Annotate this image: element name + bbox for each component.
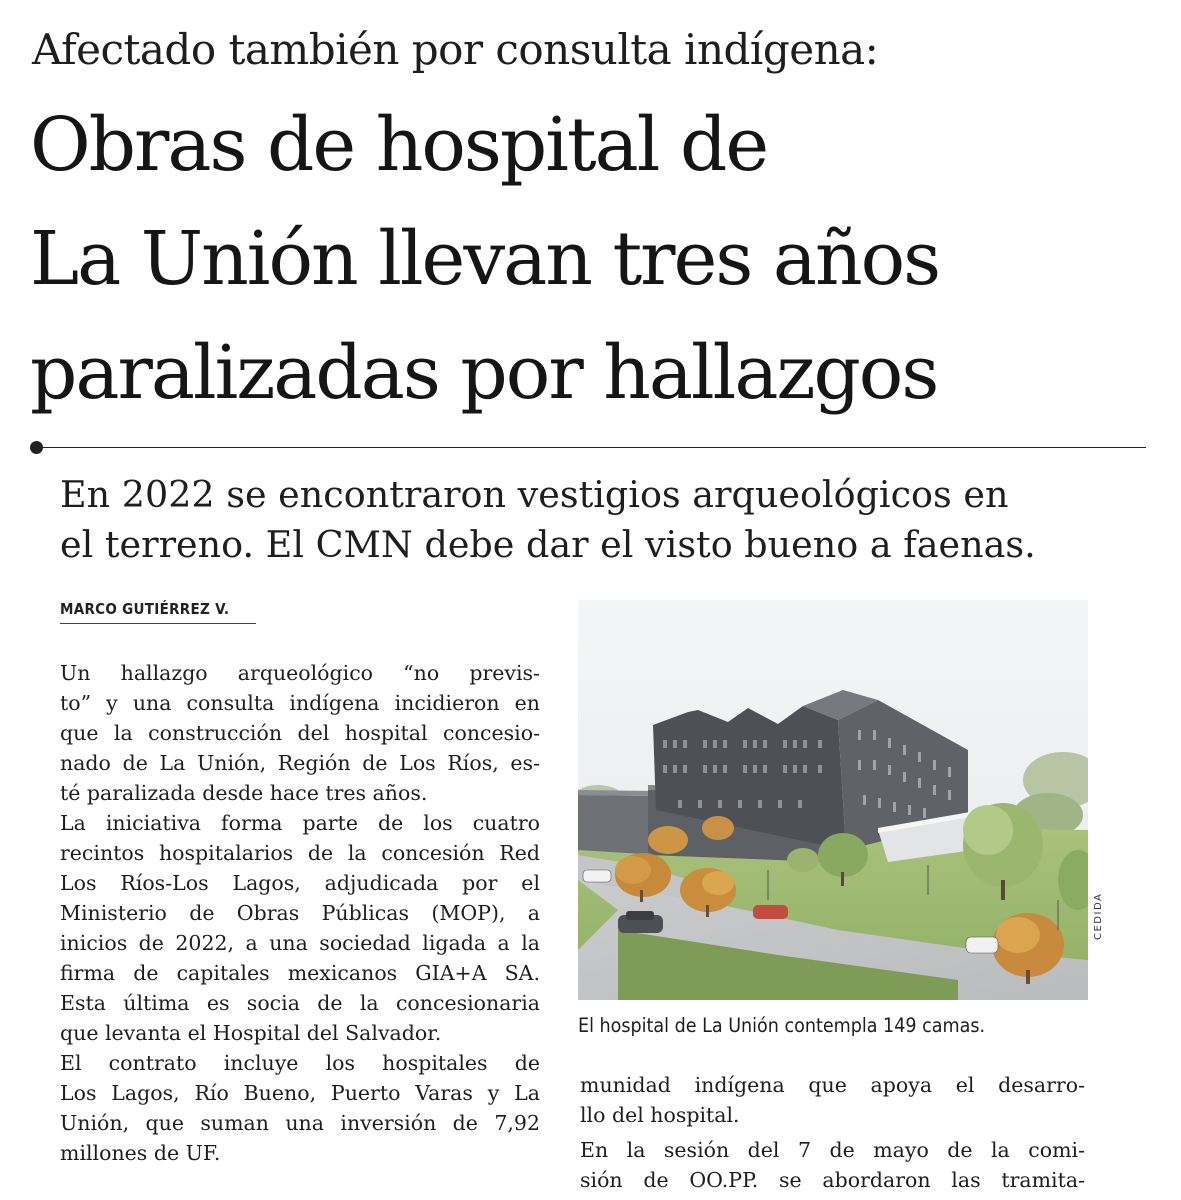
photo-caption: El hospital de La Unión contempla 149 camas. xyxy=(578,1014,986,1037)
body-line: millones de UF. xyxy=(60,1141,221,1165)
body-line: recintos hospitalarios de la concesión Red xyxy=(60,841,540,865)
body-line: té paralizada desde hace tres años. xyxy=(60,781,428,805)
headline-line: Obras de hospital de xyxy=(30,102,768,188)
body-line: que la construcción del hospital concesio- xyxy=(60,721,540,745)
body-line: to” y una consulta indígena incidieron en xyxy=(60,691,540,715)
body-line: Ministerio de Obras Públicas (MOP), a xyxy=(60,901,540,925)
body-line: que levanta el Hospital del Salvador. xyxy=(60,1021,442,1045)
body-line: firma de capitales mexicanos GIA+A SA. xyxy=(60,961,540,985)
byline: MARCO GUTIÉRREZ V. xyxy=(60,600,256,624)
hospital-rendering-image xyxy=(578,600,1088,1000)
article-kicker: Afectado también por consulta indígena: xyxy=(32,25,879,74)
photo-credit: CEDIDA xyxy=(1093,892,1104,940)
body-line: Un hallazgo arqueológico “no previs- xyxy=(60,661,540,685)
body-line: sión de OO.PP. se abordaron las tramita- xyxy=(580,1168,1085,1192)
body-line: llo del hospital. xyxy=(580,1103,740,1127)
bullet-dot-icon xyxy=(30,441,43,454)
body-line: En la sesión del 7 de mayo de la comi- xyxy=(580,1138,1085,1162)
deck-divider xyxy=(36,447,1146,448)
deck-line: En 2022 se encontraron vestigios arqueológicos en xyxy=(60,473,1009,516)
body-line: El contrato incluye los hospitales de xyxy=(60,1051,540,1075)
body-line: Los Ríos-Los Lagos, adjudicada por el xyxy=(60,871,540,895)
body-line: munidad indígena que apoya el desarro- xyxy=(580,1073,1085,1097)
body-line: La iniciativa forma parte de los cuatro xyxy=(60,811,540,835)
headline-line: La Unión llevan tres años xyxy=(30,216,940,302)
body-line: inicios de 2022, a una sociedad ligada a la xyxy=(60,931,540,955)
body-line: nado de La Unión, Región de Los Ríos, es- xyxy=(60,751,540,775)
headline-line: paralizadas por hallazgos xyxy=(30,330,938,416)
deck-line: el terreno. El CMN debe dar el visto bueno a faenas. xyxy=(60,523,1036,566)
body-line: Esta última es socia de la concesionaria xyxy=(60,991,540,1015)
body-line: Los Lagos, Río Bueno, Puerto Varas y La xyxy=(60,1081,540,1105)
body-line: Unión, que suman una inversión de 7,92 xyxy=(60,1111,540,1135)
